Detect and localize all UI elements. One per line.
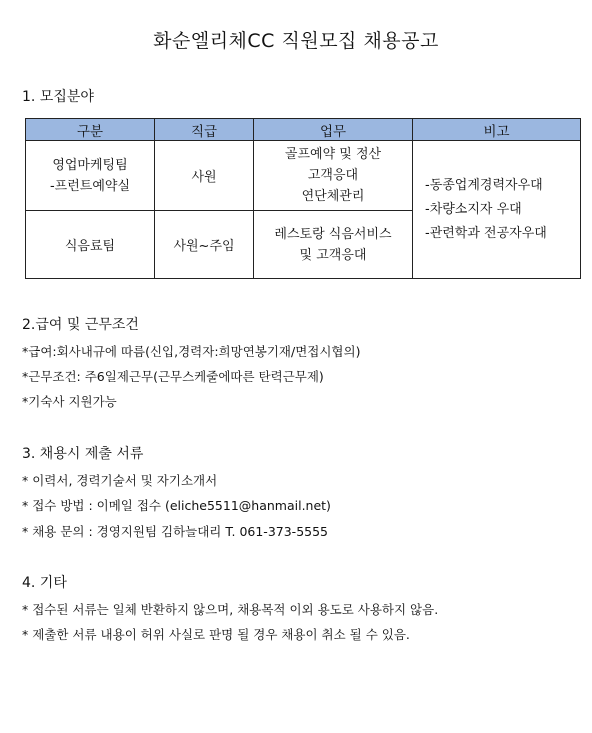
table-cell-rank: 사원: [155, 141, 254, 211]
table-header-row: [26, 119, 581, 141]
recruit-table: [25, 118, 581, 279]
table-cell-category: 식음료팀: [26, 211, 155, 279]
column-header-rank: 직급: [155, 119, 254, 141]
table-cell-duty: [254, 211, 413, 279]
document-item-contact: * 채용 문의 : 경영지원팀 김하늘대리 T. 061-373-5555: [22, 524, 329, 539]
table-cell-remarks: [413, 141, 581, 279]
category-line: -프런트예약실: [49, 178, 131, 194]
table-cell-duty: [254, 141, 413, 211]
document-item-apply-method: * 접수 방법 : 이메일 접수 (eliche5511@hanmail.net): [22, 498, 331, 513]
table-cell-category: [26, 141, 155, 211]
condition-item-salary: *급여:회사내규에 따름(신입,경력자:희망연봉기재/면접시협의): [22, 344, 361, 359]
section-heading-etc: 4. 기타: [22, 575, 67, 591]
category-line: 영업마케팅팀: [52, 157, 128, 173]
document-item-resume: * 이력서, 경력기술서 및 자기소개서: [22, 473, 218, 488]
section-heading-conditions: 2.급여 및 근무조건: [22, 317, 139, 333]
etc-item-no-return: * 접수된 서류는 일체 반환하지 않으며, 채용목적 이외 용도로 사용하지 않음.: [22, 602, 439, 617]
condition-item-schedule: *근무조건: 주6일제근무(근무스케줄에따른 탄력근무제): [22, 369, 324, 384]
remark-line: -동종업계경력자우대: [425, 177, 543, 193]
table-row: [26, 141, 581, 211]
remark-line: -차량소지자 우대: [425, 201, 522, 217]
duty-line: 레스토랑 식음서비스: [274, 226, 392, 242]
table-cell-rank: 사원~주임: [155, 211, 254, 279]
etc-item-false-info: * 제출한 서류 내용이 허위 사실로 판명 될 경우 채용이 취소 될 수 있음.: [22, 627, 410, 642]
remark-line: -관련학과 전공자우대: [425, 225, 547, 241]
duty-line: 골프예약 및 정산: [284, 147, 382, 162]
column-header-category: 구분: [26, 119, 155, 141]
column-header-remarks: 비고: [413, 119, 581, 141]
duty-line: 고객응대: [307, 168, 359, 183]
condition-item-dormitory: *기숙사 지원가능: [22, 394, 117, 409]
page-title: 화순엘리체CC 직원모집 채용공고: [153, 30, 439, 52]
section-heading-documents: 3. 채용시 제출 서류: [22, 446, 144, 462]
column-header-duty: 업무: [254, 119, 413, 141]
duty-line: 연단체관리: [301, 189, 365, 204]
section-heading-field: 1. 모집분야: [22, 89, 94, 105]
duty-line: 및 고객응대: [299, 247, 367, 263]
